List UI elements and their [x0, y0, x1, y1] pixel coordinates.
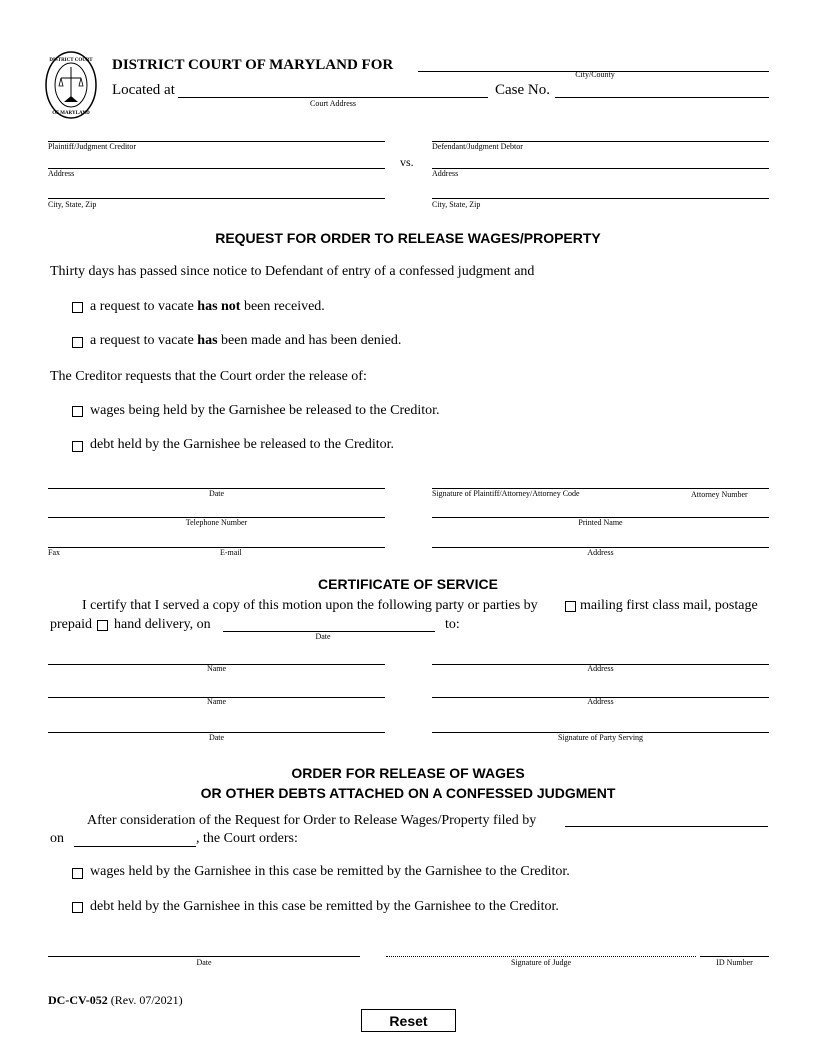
remit-wages-checkbox[interactable] [72, 868, 83, 879]
order-on-text: on [50, 831, 64, 846]
court-address-field[interactable] [178, 97, 488, 98]
certificate-title: CERTIFICATE OF SERVICE [318, 576, 498, 592]
served-address1-label: Address [587, 664, 614, 673]
defendant-city-field[interactable] [432, 198, 769, 199]
located-at-label: Located at [112, 82, 175, 98]
release-debt-checkbox[interactable] [72, 441, 83, 452]
order-on-date-field[interactable] [74, 846, 196, 847]
id-number-field[interactable] [700, 956, 769, 957]
id-number-label: ID Number [716, 958, 753, 967]
served-name1-label: Name [206, 664, 227, 673]
date-label: Date [208, 489, 225, 498]
judge-signature-label: Signature of Judge [511, 958, 571, 967]
filed-by-field[interactable] [565, 826, 768, 827]
svg-text:DISTRICT COURT: DISTRICT COURT [49, 58, 93, 63]
service-date-label: Date [315, 632, 331, 641]
attorney-number-label: Attorney Number [691, 490, 748, 499]
served-date-label: Date [208, 733, 225, 742]
mailing-text: mailing first class mail, postage [580, 598, 758, 613]
fax-email-field[interactable] [48, 547, 385, 548]
to-text: to: [445, 617, 460, 632]
order-title-line1: ORDER FOR RELEASE OF WAGES [291, 765, 525, 781]
city-county-label: City/County [575, 70, 615, 79]
defendant-address-label: Address [432, 169, 459, 178]
svg-text:OF MARYLAND: OF MARYLAND [52, 111, 90, 116]
request-intro: Thirty days has passed since notice to Defendant of entry of a confessed judgment and [50, 264, 535, 279]
plaintiff-address-label: Address [48, 169, 75, 178]
served-name2-label: Name [206, 697, 227, 706]
served-address2-label: Address [587, 697, 614, 706]
plaintiff-city-label: City, State, Zip [48, 200, 97, 209]
court-orders-text: , the Court orders: [196, 831, 298, 846]
option-denied-text: a request to vacate has been made and has been denied. [90, 333, 402, 348]
plaintiff-city-field[interactable] [48, 198, 385, 199]
vs-label: vs. [400, 155, 414, 169]
certify-text: I certify that I served a copy of this motion upon the following party or parties by [82, 598, 538, 613]
order-consideration-text: After consideration of the Request for Order to Release Wages/Property filed by [87, 813, 537, 828]
address-label: Address [587, 548, 614, 557]
plaintiff-label: Plaintiff/Judgment Creditor [48, 142, 137, 151]
option-not-received-checkbox[interactable] [72, 302, 83, 313]
form-id: DC-CV-052 (Rev. 07/2021) [48, 993, 183, 1007]
hand-delivery-text: hand delivery, on [114, 617, 211, 632]
court-seal [44, 50, 98, 120]
defendant-city-label: City, State, Zip [432, 200, 481, 209]
option-denied-checkbox[interactable] [72, 337, 83, 348]
judge-signature-field[interactable] [386, 956, 696, 957]
court-address-label: Court Address [310, 99, 356, 108]
fax-label: Fax [48, 548, 60, 557]
printed-name-label: Printed Name [578, 518, 623, 527]
serving-signature-label: Signature of Party Serving [557, 733, 644, 742]
prepaid-text: prepaid [50, 617, 92, 632]
plaintiff-address-field[interactable] [48, 168, 385, 169]
release-wages-text: wages being held by the Garnishee be released to the Creditor. [90, 403, 440, 418]
court-title: DISTRICT COURT OF MARYLAND FOR [112, 57, 394, 73]
signature-label: Signature of Plaintiff/Attorney/Attorney Code [432, 489, 580, 498]
telephone-label: Telephone Number [185, 518, 248, 527]
email-label: E-mail [220, 548, 242, 557]
request-title: REQUEST FOR ORDER TO RELEASE WAGES/PROPERTY [215, 230, 601, 246]
remit-debt-checkbox[interactable] [72, 902, 83, 913]
hand-delivery-checkbox[interactable] [97, 620, 108, 631]
case-no-label: Case No. [495, 82, 550, 98]
reset-button[interactable]: Reset [361, 1009, 456, 1032]
order-date-label: Date [196, 958, 212, 967]
order-title-line2: OR OTHER DEBTS ATTACHED ON A CONFESSED JUDGMENT [200, 785, 616, 801]
release-debt-text: debt held by the Garnishee be released to the Creditor. [90, 437, 395, 452]
release-wages-checkbox[interactable] [72, 406, 83, 417]
order-date-field[interactable] [48, 956, 360, 957]
remit-wages-text: wages held by the Garnishee in this case be remitted by the Garnishee to the Creditor. [90, 864, 570, 879]
remit-debt-text: debt held by the Garnishee in this case be remitted by the Garnishee to the Creditor. [90, 899, 559, 914]
mailing-checkbox[interactable] [565, 601, 576, 612]
option-not-received-text: a request to vacate has not been received. [90, 299, 325, 314]
seal-icon [44, 50, 98, 120]
defendant-label: Defendant/Judgment Debtor [432, 142, 523, 151]
creditor-requests-text: The Creditor requests that the Court order the release of: [50, 369, 367, 384]
case-number-field[interactable] [555, 97, 769, 98]
defendant-address-field[interactable] [432, 168, 769, 169]
